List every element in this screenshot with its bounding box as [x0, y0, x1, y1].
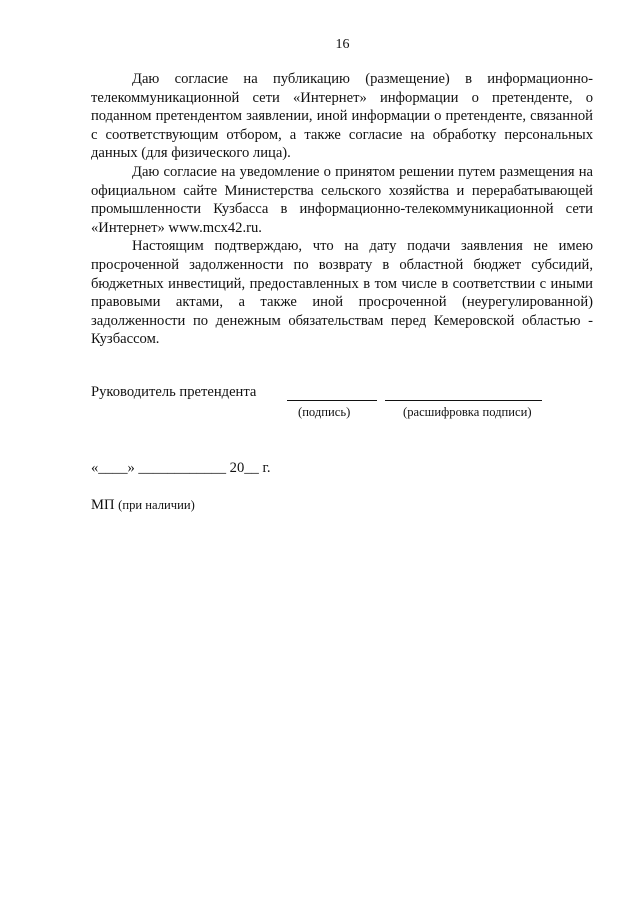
signature-caption: (подпись)	[298, 405, 351, 419]
signature-block	[91, 384, 593, 426]
debt-confirmation-paragraph: Настоящим подтверждаю, что на дату подачи заявления не имею просроченной задолженности по возврату в областной бюджет субсидий, бюджетных инвестиций, предоставленных в том числе в соответствии с иными правовыми актами, а также иной просроченной (неурегулированной) задолженности по денежным обязательствам перед Кемеровской областью - Кузбассом.	[91, 238, 593, 348]
signature-line	[287, 400, 377, 401]
stamp-note: (при наличии)	[118, 498, 195, 512]
signature-decoding-line	[385, 400, 542, 401]
consent-publication-paragraph: Даю согласие на публикацию (размещение) в информационно-телекоммуникационной сети «Интернет» информации о претенденте, о поданном претендентом заявлении, иной информации о претенденте, связанной с соответствующим отбором, а также согласие на обработку персональных данных (для физического лица).	[91, 71, 593, 162]
consent-notification-paragraph: Даю согласие на уведомление о принятом решении путем размещения на официальном сайте Министерства сельского хозяйства и перерабатывающей промышленности Кузбасса в информационно-телекоммуникационной сети «Интернет» www.mcx42.ru.	[91, 163, 593, 236]
signature-role-label: Руководитель претендента	[91, 384, 257, 400]
page-number: 16	[335, 37, 350, 52]
date-line: «____» ____________ 20__ г.	[91, 460, 271, 476]
stamp-label: МП	[91, 497, 115, 513]
document-body	[91, 70, 593, 349]
signature-decoding-caption: (расшифровка подписи)	[403, 405, 532, 419]
stamp-block	[91, 497, 195, 514]
